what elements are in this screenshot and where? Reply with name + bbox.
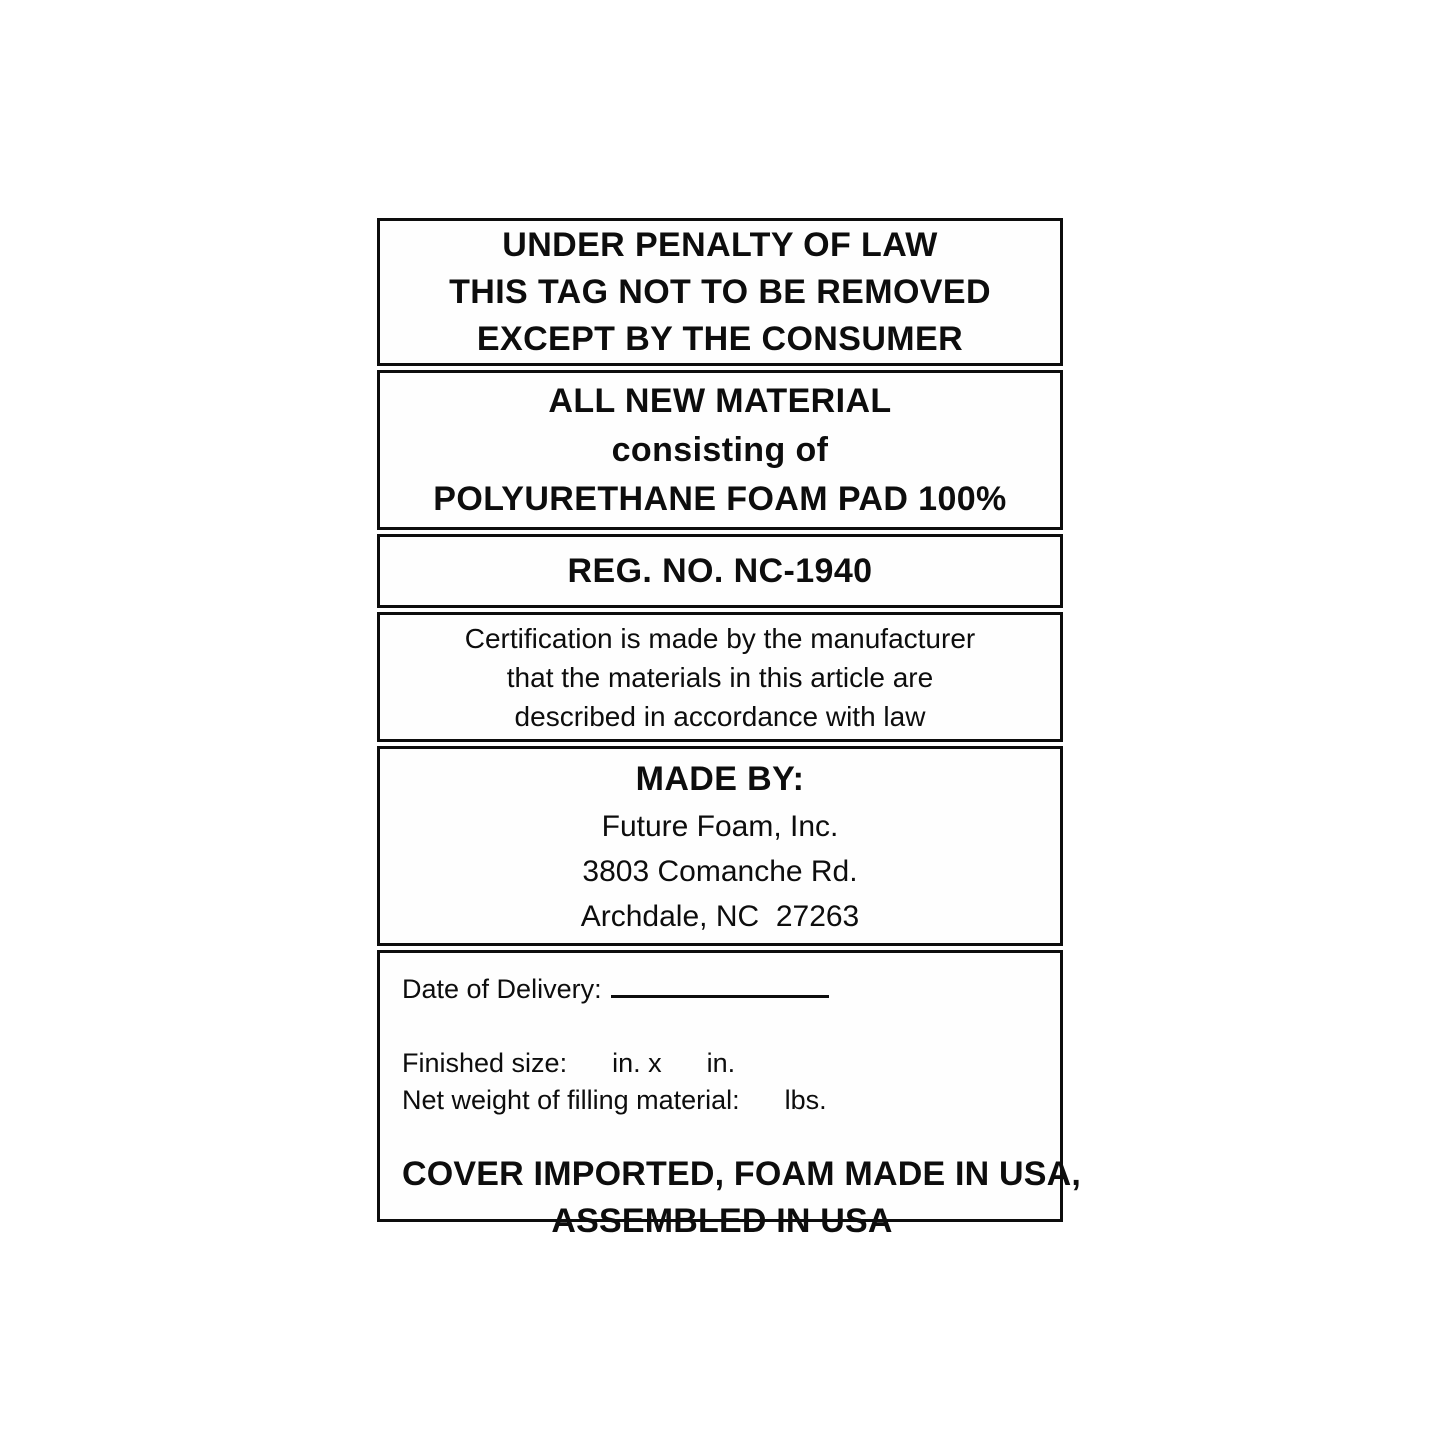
penalty-section (377, 218, 1063, 366)
law-tag-label (377, 218, 1082, 1240)
date-of-delivery-blank-line (611, 973, 829, 998)
penalty-line-3: EXCEPT BY THE CONSUMER (476, 319, 964, 358)
date-of-delivery-label: Date of Delivery: (402, 974, 602, 1004)
manufacturer-city-state-zip: Archdale, NC 27263 (580, 899, 860, 933)
material-line-2: consisting of (611, 430, 829, 469)
registration-number-section (377, 534, 1063, 608)
finished-size-row: Finished size: in. x in. (402, 1048, 736, 1078)
penalty-line-1: UNDER PENALTY OF LAW (502, 225, 938, 264)
material-section (377, 370, 1063, 530)
material-line-3: POLYURETHANE FOAM PAD 100% (433, 479, 1007, 518)
manufacturer-street: 3803 Comanche Rd. (582, 854, 858, 888)
origin-statement (402, 1151, 1082, 1245)
certification-section (377, 612, 1063, 742)
made-by-heading: MADE BY: (635, 759, 805, 798)
date-of-delivery-row (402, 971, 1042, 1045)
made-by-section (377, 746, 1063, 946)
origin-line-1: COVER IMPORTED, FOAM MADE IN USA, (402, 1155, 1082, 1193)
certification-line-1: Certification is made by the manufacturer (464, 622, 976, 654)
certification-line-3: described in accordance with law (514, 700, 926, 732)
material-line-1: ALL NEW MATERIAL (548, 381, 892, 420)
certification-line-2: that the materials in this article are (506, 661, 934, 693)
origin-line-2: ASSEMBLED IN USA (551, 1202, 893, 1240)
penalty-line-2: THIS TAG NOT TO BE REMOVED (449, 272, 991, 311)
net-weight-row: Net weight of filling material: lbs. (402, 1085, 827, 1115)
registration-number: REG. NO. NC-1940 (567, 551, 873, 590)
manufacturer-name: Future Foam, Inc. (601, 809, 839, 843)
details-section (377, 950, 1082, 1240)
